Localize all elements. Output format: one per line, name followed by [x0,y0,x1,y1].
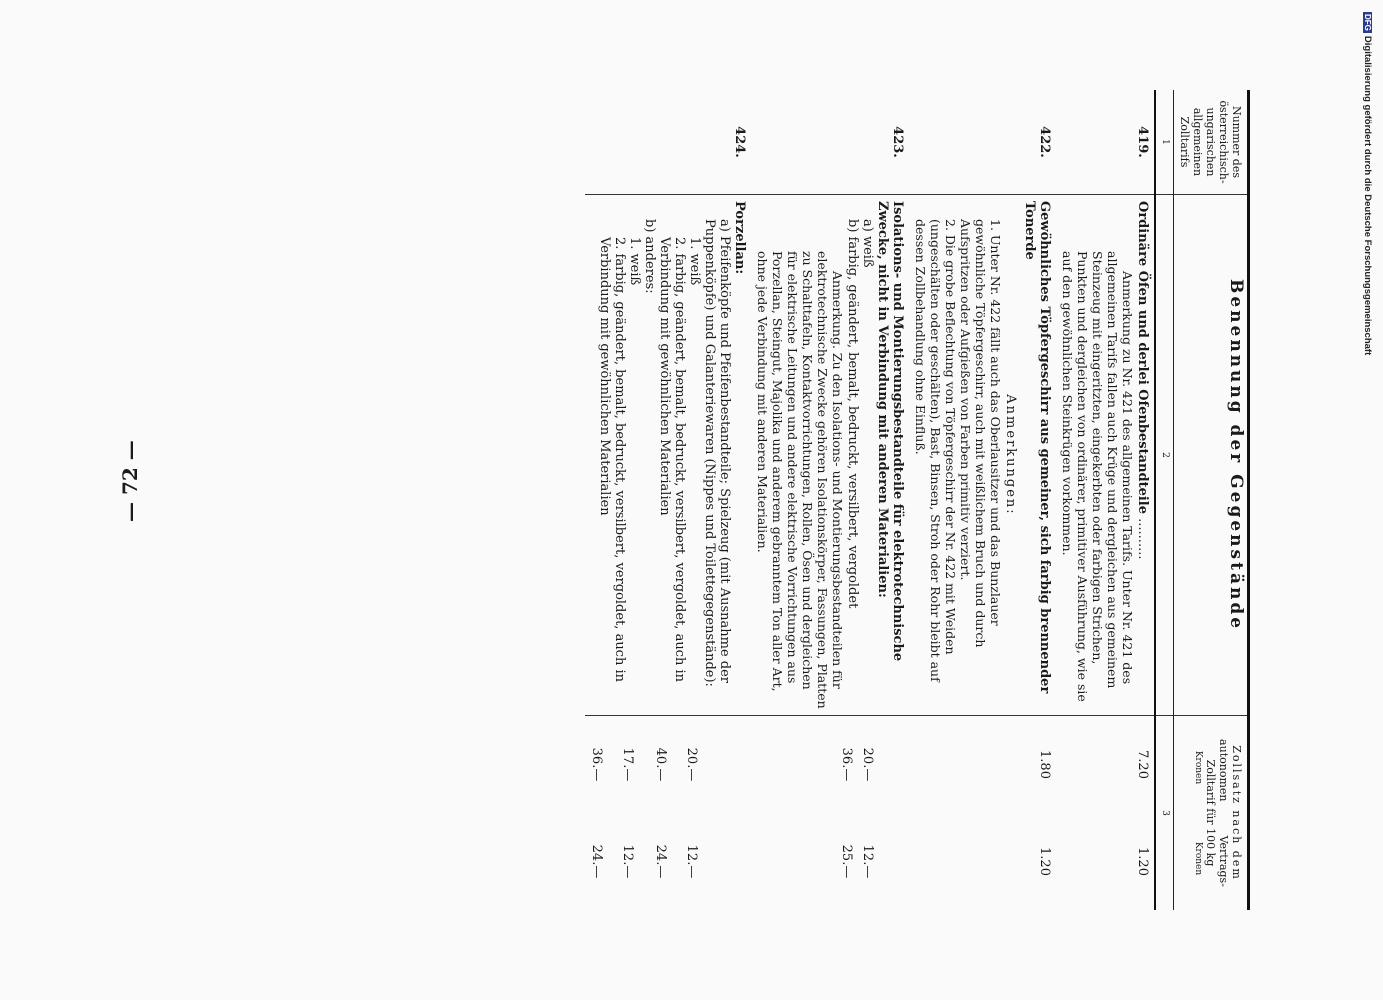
header-rate-sub: Zolltarif für 100 kg [1204,759,1217,867]
rate-auto-b1: 17.— [620,747,635,782]
row-number: 422. [1037,126,1052,158]
row-sub-b: b) anderes: [642,219,657,294]
header-rate-title: Zollsatz nach dem [1230,745,1243,881]
rate-auto-a: 20.— [860,747,875,782]
col-number-1: 1 [1155,90,1174,195]
rate-contract-b1: 12.— [620,844,635,879]
row-title: Porzellan: [732,201,747,275]
row-description [751,195,909,716]
rate-contract-a: 12.— [860,844,875,879]
header-rates [1174,716,1249,911]
tariff-table-sheet [160,90,1250,910]
table-row [909,90,1056,910]
col-number-3: 3 [1155,716,1174,911]
row-title: Gewöhnliches Töpfergeschirr aus gemeiner, sich farbig brennender Tonerde [1022,201,1052,694]
table-row [751,90,909,910]
header-description-label: Benennung der Gegenstände [1226,278,1246,632]
rate-contract [751,813,909,910]
rate-contract: 1.20 [1135,847,1150,876]
row-title: Isolations- und Montierungsbestandteile für elektrotechnische Zwecke, nicht in Verbindung mit anderen Materialien: [875,201,905,662]
rate-contract-a2: 24.— [653,844,668,879]
table-row [585,90,751,910]
rate-contract-b: 25.— [839,844,854,879]
header-number [1174,90,1249,195]
row-note: Anmerkung. Zu den Isolations- und Montierungsbestandteilen für elektrotechnische Zwecke gehören Isolationskörper, Fassungen, Platten zu Schalttafeln, Kontaktvorrichtungen, Rollen, Ösen und dergleichen für elektrische Leitungen und andere elektrische Vorrichtungen aus Porzellan, Steingut, Majolika und anderem gebranntem Ton aller Art, ohne jede Verbindung mit anderen Materialien. [755,251,845,709]
credit-text: Digitalisierung gefördert durch die Deutsche Forschungsgemeinschaft [1362,35,1373,356]
row-number: 419. [1135,126,1150,158]
row-note: Anmerkung zu Nr. 421 des allgemeinen Tarifs. Unter Nr. 421 des allgemeinen Tarifs fallen auch Krüge und dergleichen aus gemeinem Steinzeug mit eingeritzten, eingekerbten oder farbigen Strichen, Punkten und dergleichen von ordinärer, primitiver Ausführung, wie sie auf den gewöhnlichen Steinkrügen vorkommen. [1060,251,1135,702]
rate-auto-b2: 36.— [589,747,604,782]
row-sub-b2: 2. farbig, geändert, bemalt, bedruckt, versilbert, vergoldet, auch in Verbindung mit gewöhnlichen Materialien [597,237,627,683]
row-sub-b1: 1. weiß [627,237,642,286]
notes-heading: Anmerkungen: [1003,394,1018,516]
digitization-credit [1362,12,1373,355]
row-description: Ordinäre Öfen und derlei Ofenbestandteile .......... Anmerkung zu Nr. 421 des allgemeinen Tarifs. Unter Nr. 421 des allgemeinen Tarifs fallen auch Krüge und dergleichen aus gemeinem Steinzeug mit eingeritzten, eingekerbten oder farbigen Strichen, Punkten und dergleichen von ordinärer, primitiver Ausführung, wie sie auf den gewöhnlichen Steinkrügen vorkommen. [1056,195,1155,716]
rate-auto-a2: 40.— [653,747,668,782]
rate-contract: 1.20 [1037,847,1052,876]
rate-autonomous: 7.20 [1056,716,1155,814]
row-number: 423. [890,126,905,158]
tariff-table [585,90,1250,910]
unit-label-b: Kronen [1193,841,1203,876]
rate-contract-a1: 12.— [684,844,699,879]
rate-autonomous: 1.80 [909,716,1056,814]
header-rate-contract: Vertrags- [1217,835,1230,887]
row-sub-b: b) farbig, geändert, bemalt, bedruckt, versilbert, vergoldet [845,219,860,609]
header-description [1174,195,1249,716]
page-number: — 72 — [118,440,142,522]
rate-autonomous [751,716,909,814]
row-number: 424. [732,126,747,158]
rate-contract [585,813,751,910]
row-sub-a: a) weiß [860,219,875,268]
rate-autonomous [585,716,751,814]
rate-auto-b: 36.— [839,747,854,782]
row-description [585,195,751,716]
table-row [1056,90,1155,910]
row-note-1: 1. Unter Nr. 422 fällt auch das Oberlausitzer und das Bunzlauer gewöhnliche Töpfergeschirr, auch mit weißlichem Bruch und durch Aufspritzen oder Aufgießen von Farben primitiv verziert. [958,219,1003,648]
rate-auto-a1: 20.— [684,747,699,782]
dfg-logo: DFG [1363,14,1372,31]
row-title: Ordinäre Öfen und derlei Ofenbestandteile [1135,201,1150,515]
header-rate-autonomous: autonomen [1217,739,1230,802]
row-description [909,195,1056,716]
row-sub-a1: 1. weiß [687,237,702,286]
rate-contract-b2: 24.— [589,844,604,879]
unit-label-a: Kronen [1193,750,1203,785]
row-sub-a: a) Pfeifenköpfe und Pfeifenbestandteile; Spielzeug (mit Ausnahme der Puppenköpfe) und Galanteriewaren (Nippes und Toilettegegenstände): [702,219,732,687]
row-sub-a2: 2. farbig, geändert, bemalt, bedruckt, versilbert, vergoldet, auch in Verbindung mit gewöhnlichen Materialien [657,237,687,683]
col-number-2: 2 [1155,195,1174,716]
row-note-2: 2. Die grobe Beflechtung von Töpfergeschirr der Nr. 422 mit Weiden (ungeschälten oder geschälten), Bast, Binsen, Stroh oder Rohr bleibt auf dessen Zollbehandlung ohne Einfluß. [913,219,958,682]
header-number-label: Nummer des österreichisch-ungarischen allgemeinen Zolltarifs [1178,100,1243,184]
